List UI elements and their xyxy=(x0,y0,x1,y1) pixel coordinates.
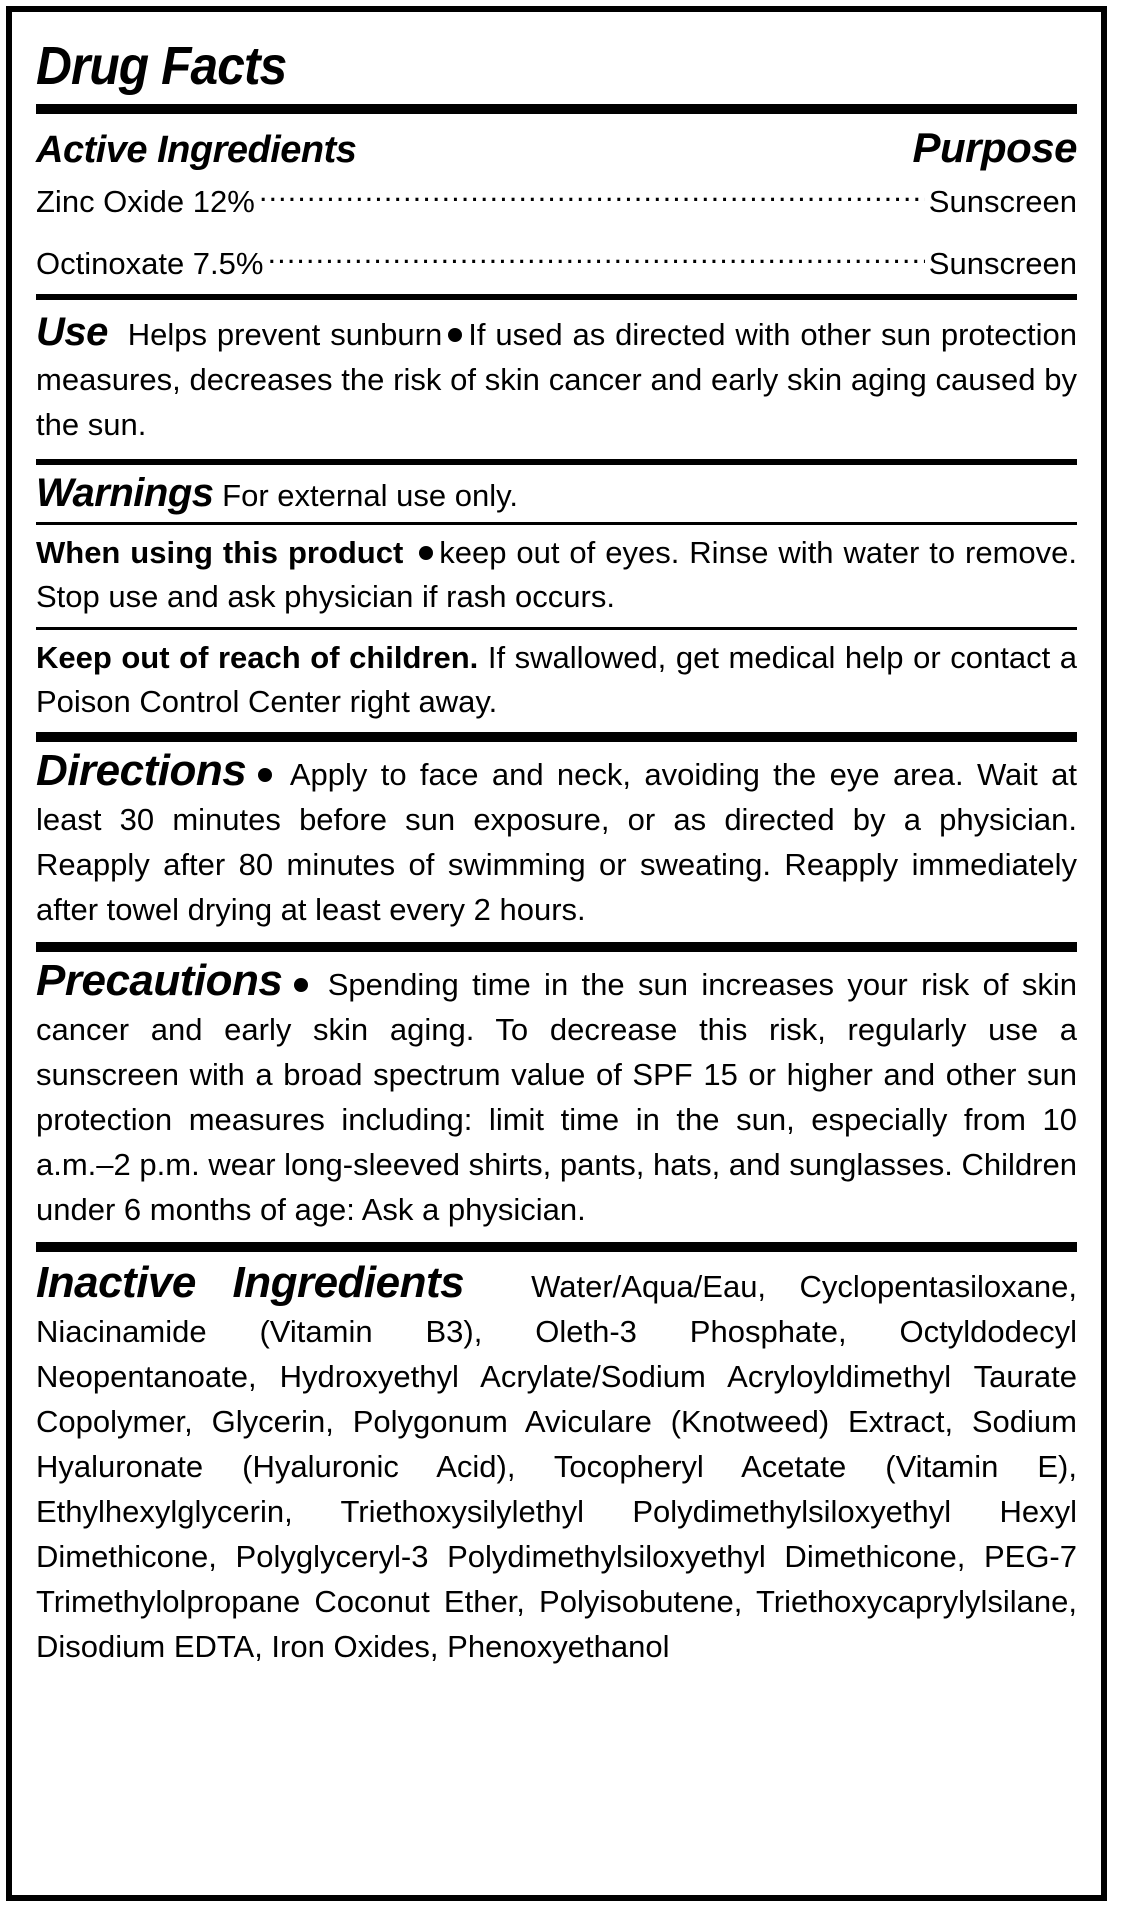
dot-leader xyxy=(267,234,924,274)
bullet-icon xyxy=(258,768,272,782)
inactive-ingredients-detail: Water/Aqua/Eau, Cyclopentasiloxane, Niacinamide (Vitamin B3), Oleth-3 Phosphate, Octyldodecyl Neopentanoate, Hydroxyethyl Acrylate/Sodium Acryloyldimethyl Taurate Copolymer, Glycerin, Polygonum Aviculare (Knotweed) Extract, Sodium Hyaluronate (Hyaluronic Acid), Tocopheryl Acetate (Vitamin E), Ethylhexylglycerin, Triethoxysilylethyl Polydimethylsiloxyethyl Hexyl Dimethicone, Polyglyceryl-3 Polydimethylsiloxyethyl Dimethicone, PEG-7 Trimethylolpropane Coconut Ether, Polyisobutene, Triethoxycaprylylsilane, Disodium EDTA, Iron Oxides, Phenoxyethanol xyxy=(36,1269,1077,1664)
warnings-detail: For external use only. xyxy=(222,478,518,513)
when-using-text xyxy=(36,531,1077,619)
directions-detail: Apply to face and neck, avoiding the eye area. Wait at least 30 minutes before sun exposure, or as directed by a physician. Reapply after 80 minutes of swimming or sweating. Reapply immediately after towel drying at least every 2 hours. xyxy=(36,757,1077,927)
active-ingredient-row xyxy=(36,234,1077,284)
divider xyxy=(36,942,1077,952)
use-text-a: Helps prevent sunburn xyxy=(127,317,443,352)
when-using-detail: keep out of eyes. Rinse with water to remove. Stop use and ask physician if rash occurs. xyxy=(36,535,1077,614)
bullet-icon xyxy=(419,546,433,560)
precautions-text xyxy=(36,958,1077,1232)
warnings-heading: Warnings xyxy=(36,471,214,515)
when-using-lead: When using this product xyxy=(36,535,404,570)
precautions-detail: Spending time in the sun increases your risk of skin cancer and early skin aging. To decrease this risk, regularly use a sunscreen with a broad spectrum value of SPF 15 or higher and other sun protection measures including: limit time in the sun, especially from 10 a.m.–2 p.m. wear long-sleeved shirts, pants, hats, and sunglasses. Children under 6 months of age: Ask a physician. xyxy=(36,967,1077,1227)
directions-text xyxy=(36,748,1077,932)
use-text xyxy=(36,310,1077,447)
directions-section xyxy=(36,742,1077,942)
inactive-ingredients-text xyxy=(36,1260,1077,1669)
keep-out-detail: If swallowed, get medical help or contact a Poison Control Center right away. xyxy=(36,640,1077,719)
bullet-icon xyxy=(294,978,308,992)
purpose-heading: Purpose xyxy=(912,124,1077,171)
drug-facts-title: Drug Facts xyxy=(36,36,287,96)
divider xyxy=(36,732,1077,742)
warnings-section xyxy=(36,465,1077,522)
drug-facts-panel xyxy=(6,6,1107,1901)
bullet-icon xyxy=(448,328,462,342)
ingredient-purpose: Sunscreen xyxy=(928,246,1077,281)
keep-out-lead: Keep out of reach of children. xyxy=(36,640,479,675)
inactive-ingredients-section xyxy=(36,1252,1077,1669)
divider xyxy=(36,104,1077,114)
when-using-section xyxy=(36,525,1077,627)
divider xyxy=(36,1242,1077,1252)
use-section xyxy=(36,300,1077,459)
use-heading: Use xyxy=(36,310,108,354)
directions-heading: Directions xyxy=(36,746,247,795)
ingredient-name: Zinc Oxide 12% xyxy=(36,184,255,219)
dot-leader xyxy=(259,172,925,212)
drug-facts-content xyxy=(36,12,1077,1669)
warnings-text xyxy=(36,471,1077,518)
precautions-section xyxy=(36,952,1077,1242)
ingredient-name: Octinoxate 7.5% xyxy=(36,246,264,281)
active-ingredients-heading: Active Ingredients xyxy=(36,129,357,171)
precautions-heading: Precautions xyxy=(36,956,283,1005)
use-text-b: If used as directed with other sun protection measures, decreases the risk of skin cancer and early skin aging caused by the sun. xyxy=(36,317,1077,442)
active-ingredients-header xyxy=(36,124,1077,172)
active-ingredient-row xyxy=(36,172,1077,222)
inactive-ingredients-heading: Inactive Ingredients xyxy=(36,1258,465,1307)
keep-out-text xyxy=(36,636,1077,724)
ingredient-purpose: Sunscreen xyxy=(928,184,1077,219)
keep-out-section xyxy=(36,630,1077,732)
